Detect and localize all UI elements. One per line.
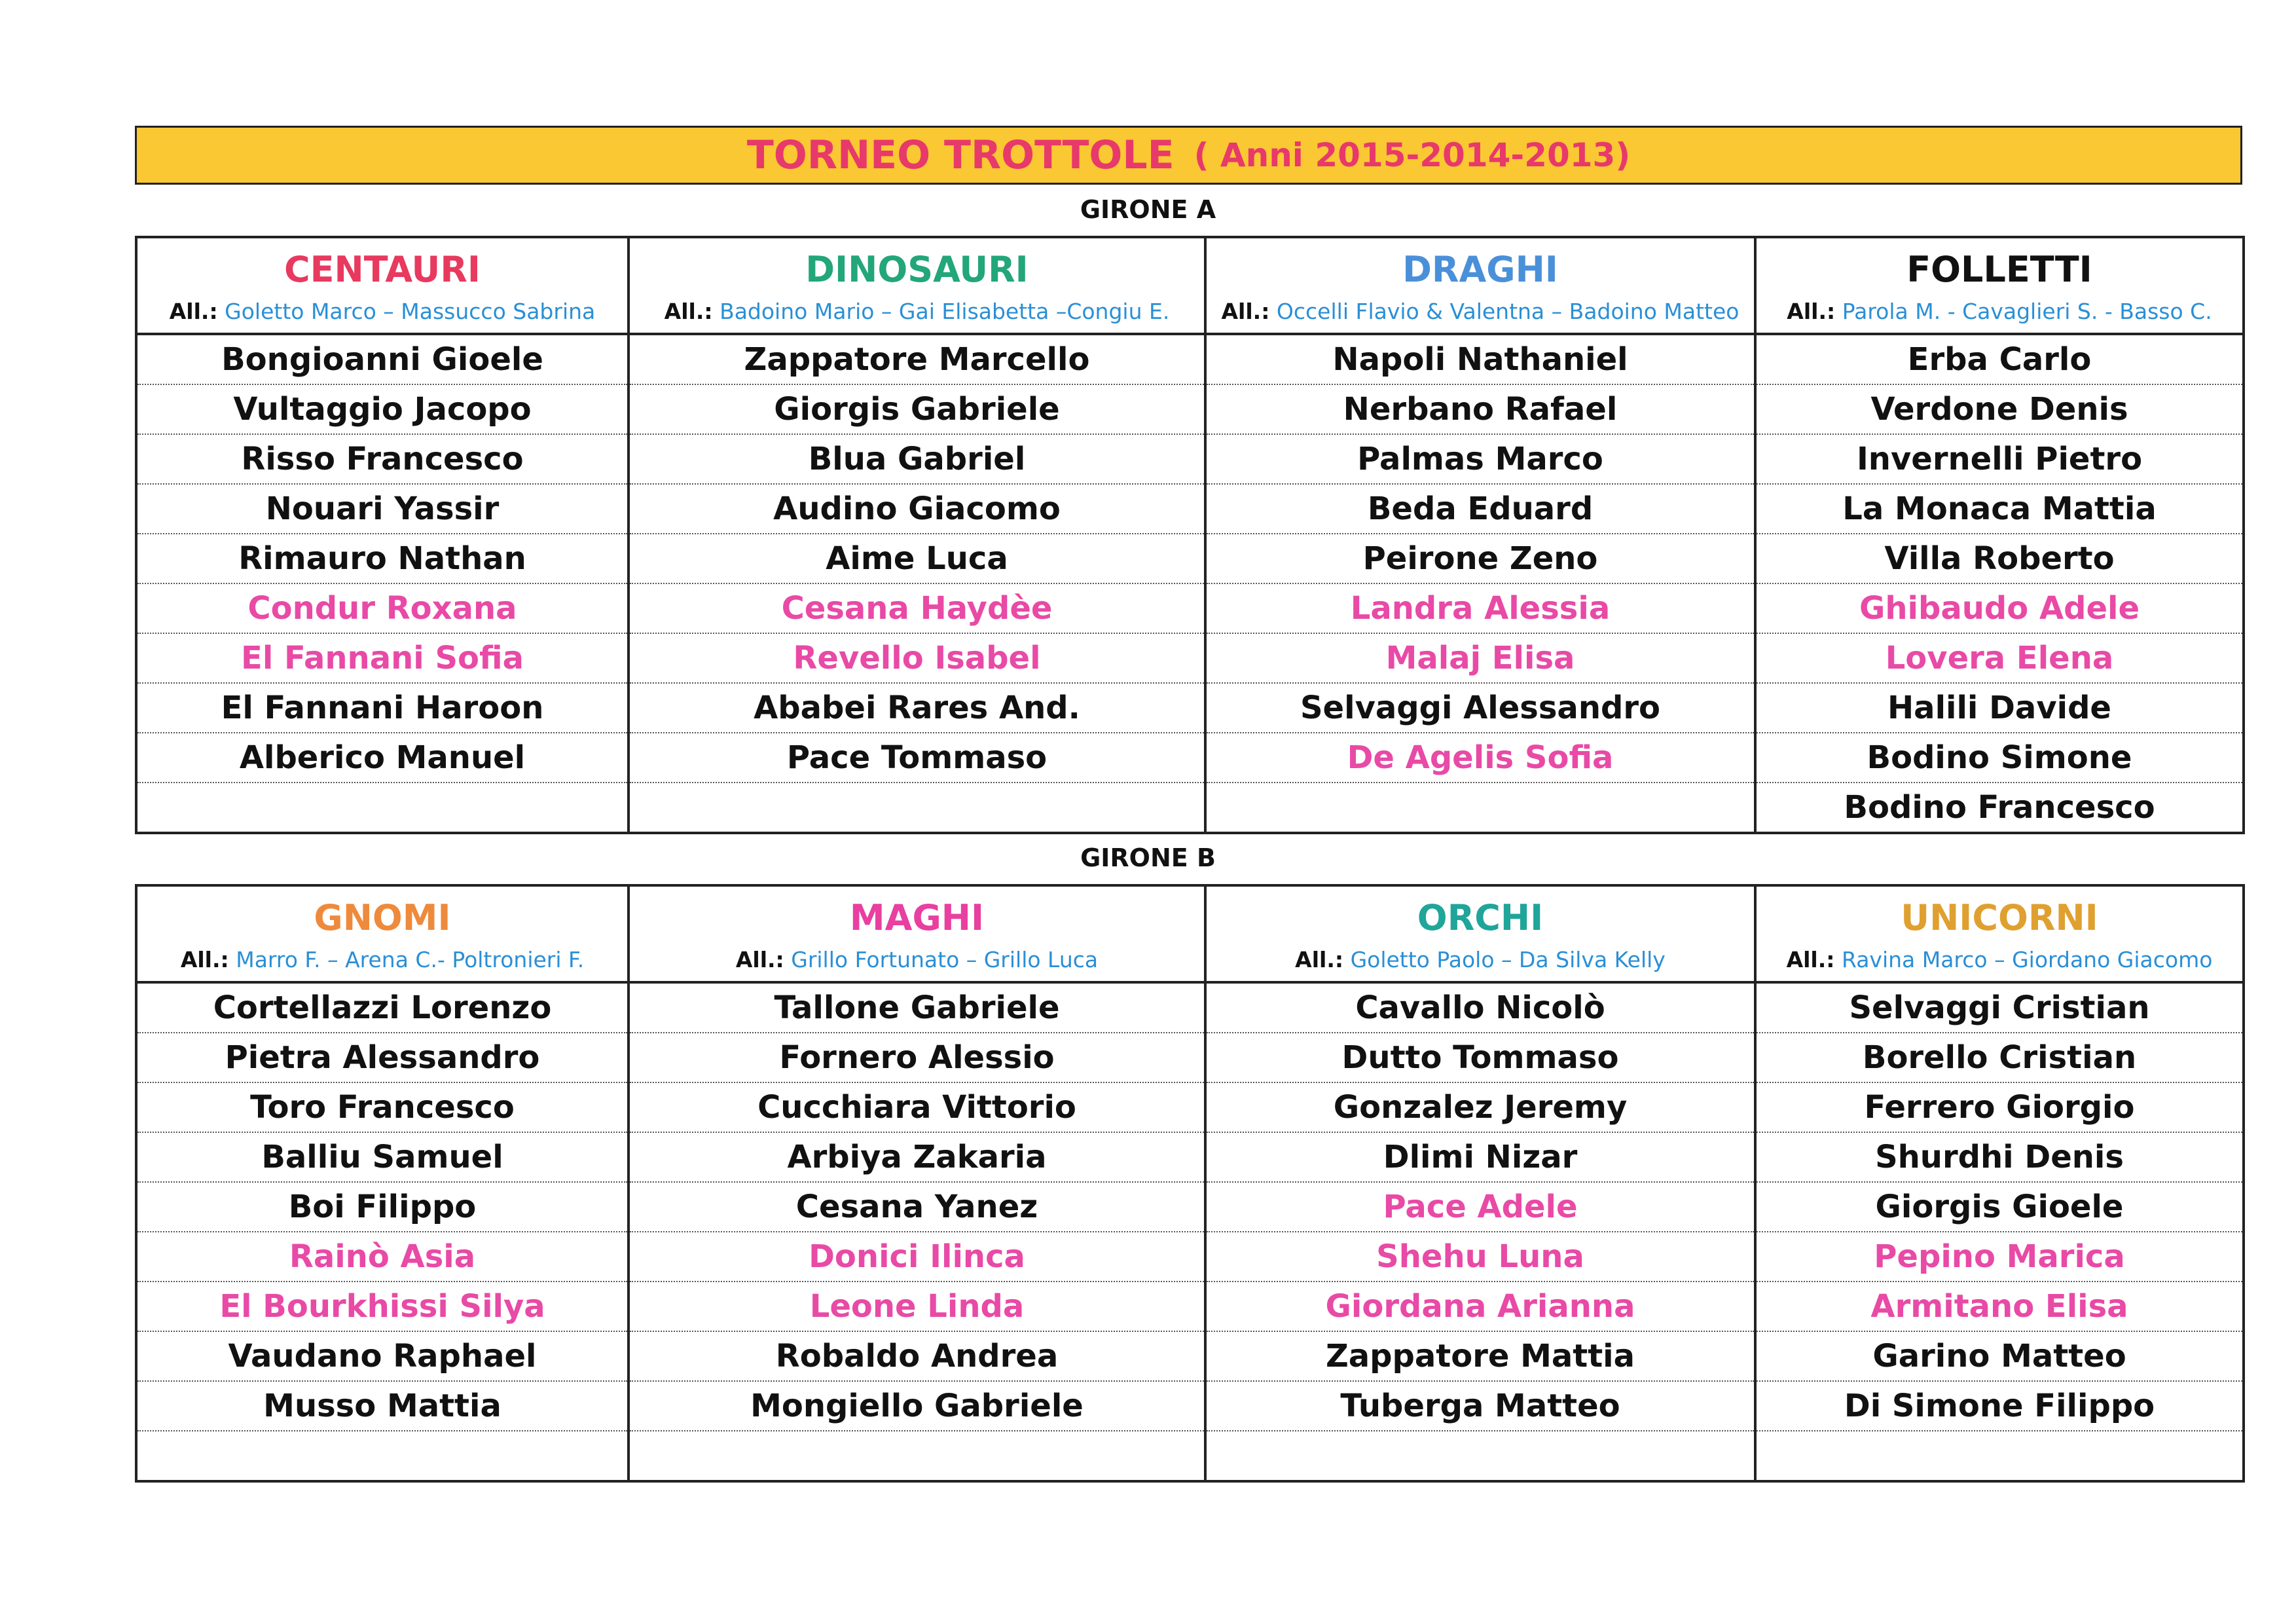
player-cell: Cucchiara Vittorio	[629, 1082, 1205, 1132]
player-cell: Pace Tommaso	[629, 733, 1205, 783]
coach-prefix: All.:	[735, 947, 784, 972]
coach-prefix: All.:	[1786, 947, 1835, 972]
player-cell	[136, 783, 629, 833]
table-row	[136, 534, 2244, 583]
player-cell: Lovera Elena	[1755, 633, 2244, 683]
player-cell: Vultaggio Jacopo	[136, 384, 629, 434]
team-header-draghi	[1205, 237, 1755, 334]
coach-prefix: All.:	[664, 299, 713, 324]
player-cell: Zappatore Mattia	[1205, 1331, 1755, 1381]
table-row	[136, 1182, 2244, 1232]
player-cell: Rimauro Nathan	[136, 534, 629, 583]
player-cell: Dlimi Nizar	[1205, 1132, 1755, 1182]
coach-prefix: All.:	[1295, 947, 1344, 972]
table-row	[136, 633, 2244, 683]
player-cell: Peirone Zeno	[1205, 534, 1755, 583]
table-row	[136, 1331, 2244, 1381]
coach-prefix: All.:	[180, 947, 229, 972]
player-cell: Robaldo Andrea	[629, 1331, 1205, 1381]
player-cell: Erba Carlo	[1755, 334, 2244, 384]
team-name: CENTAURI	[283, 249, 481, 290]
table-row	[136, 1431, 2244, 1481]
coach-names: Parola M. - Cavaglieri S. - Basso C.	[1842, 299, 2212, 324]
player-cell: Audino Giacomo	[629, 484, 1205, 534]
table-row	[136, 733, 2244, 783]
group-a-table	[135, 236, 2245, 834]
coach-prefix: All.:	[169, 299, 218, 324]
table-row	[136, 384, 2244, 434]
coach-prefix: All.:	[1221, 299, 1270, 324]
player-cell: Cavallo Nicolò	[1205, 982, 1755, 1033]
team-name: GNOMI	[314, 897, 451, 938]
team-header-dinosauri	[629, 237, 1205, 334]
team-name: DRAGHI	[1402, 249, 1558, 290]
player-cell: Beda Eduard	[1205, 484, 1755, 534]
team-header-maghi	[629, 885, 1205, 982]
player-cell: Shehu Luna	[1205, 1232, 1755, 1282]
team-coaches	[1207, 297, 1754, 326]
player-cell: Musso Mattia	[136, 1381, 629, 1431]
player-cell: De Agelis Sofia	[1205, 733, 1755, 783]
table-row	[136, 1033, 2244, 1082]
table-row	[136, 1082, 2244, 1132]
player-cell: El Bourkhissi Silya	[136, 1282, 629, 1331]
player-cell	[1755, 1431, 2244, 1481]
table-row	[136, 583, 2244, 633]
team-header-centauri	[136, 237, 629, 334]
group-b-label: GIRONE B	[1080, 843, 1216, 872]
player-cell: Leone Linda	[629, 1282, 1205, 1331]
team-name: DINOSAURI	[805, 249, 1029, 290]
player-cell: Shurdhi Denis	[1755, 1132, 2244, 1182]
table-row	[136, 1282, 2244, 1331]
player-cell: Aime Luca	[629, 534, 1205, 583]
team-name: MAGHI	[849, 897, 985, 938]
player-cell: El Fannani Haroon	[136, 683, 629, 733]
player-cell: Selvaggi Alessandro	[1205, 683, 1755, 733]
tournament-title-bar	[135, 126, 2242, 185]
coach-names: Goletto Marco – Massucco Sabrina	[225, 299, 596, 324]
coach-names: Grillo Fortunato – Grillo Luca	[791, 947, 1099, 972]
team-header-unicorni	[1755, 885, 2244, 982]
table-row	[136, 1132, 2244, 1182]
player-cell: Rainò Asia	[136, 1232, 629, 1282]
player-cell: Pietra Alessandro	[136, 1033, 629, 1082]
player-cell: Tuberga Matteo	[1205, 1381, 1755, 1431]
team-coaches	[1757, 946, 2242, 974]
team-header-orchi	[1205, 885, 1755, 982]
coach-names: Ravina Marco – Giordano Giacomo	[1841, 947, 2213, 972]
player-cell	[629, 783, 1205, 833]
player-cell	[136, 1431, 629, 1481]
player-cell: Ababei Rares And.	[629, 683, 1205, 733]
player-cell: Bodino Simone	[1755, 733, 2244, 783]
coach-names: Marro F. – Arena C.- Poltronieri F.	[236, 947, 585, 972]
player-cell: Fornero Alessio	[629, 1033, 1205, 1082]
team-coaches	[630, 946, 1204, 974]
player-cell: Malaj Elisa	[1205, 633, 1755, 683]
team-header-gnomi	[136, 885, 629, 982]
player-cell: Dutto Tommaso	[1205, 1033, 1755, 1082]
player-cell: Pepino Marica	[1755, 1232, 2244, 1282]
coach-names: Goletto Paolo – Da Silva Kelly	[1350, 947, 1666, 972]
team-coaches	[137, 946, 627, 974]
player-cell: Gonzalez Jeremy	[1205, 1082, 1755, 1132]
team-name: UNICORNI	[1901, 897, 2098, 938]
player-cell: La Monaca Mattia	[1755, 484, 2244, 534]
group-b-table	[135, 884, 2245, 1483]
player-cell: Armitano Elisa	[1755, 1282, 2244, 1331]
player-cell: Napoli Nathaniel	[1205, 334, 1755, 384]
player-cell: Di Simone Filippo	[1755, 1381, 2244, 1431]
table-row	[136, 982, 2244, 1033]
player-cell: Pace Adele	[1205, 1182, 1755, 1232]
player-cell: Landra Alessia	[1205, 583, 1755, 633]
player-cell: Nouari Yassir	[136, 484, 629, 534]
table-row	[136, 484, 2244, 534]
player-cell: Tallone Gabriele	[629, 982, 1205, 1033]
player-cell: Invernelli Pietro	[1755, 434, 2244, 484]
player-cell: Cesana Yanez	[629, 1182, 1205, 1232]
player-cell: Risso Francesco	[136, 434, 629, 484]
player-cell: Giorgis Gioele	[1755, 1182, 2244, 1232]
team-name: FOLLETTI	[1906, 249, 2092, 290]
player-cell: Bongioanni Gioele	[136, 334, 629, 384]
player-cell: Nerbano Rafael	[1205, 384, 1755, 434]
player-cell: Mongiello Gabriele	[629, 1381, 1205, 1431]
player-cell: Blua Gabriel	[629, 434, 1205, 484]
player-cell: Alberico Manuel	[136, 733, 629, 783]
player-cell: Ferrero Giorgio	[1755, 1082, 2244, 1132]
player-cell: Zappatore Marcello	[629, 334, 1205, 384]
player-cell: Donici Ilinca	[629, 1232, 1205, 1282]
player-cell: Borello Cristian	[1755, 1033, 2244, 1082]
player-cell: Vaudano Raphael	[136, 1331, 629, 1381]
team-coaches	[1207, 946, 1754, 974]
group-a-label: GIRONE A	[1080, 195, 1216, 224]
player-cell: Toro Francesco	[136, 1082, 629, 1132]
player-cell: Arbiya Zakaria	[629, 1132, 1205, 1182]
player-cell: Giordana Arianna	[1205, 1282, 1755, 1331]
team-coaches	[630, 297, 1204, 326]
table-row	[136, 434, 2244, 484]
player-cell: El Fannani Sofia	[136, 633, 629, 683]
player-cell: Halili Davide	[1755, 683, 2244, 733]
team-name: ORCHI	[1417, 897, 1544, 938]
player-cell	[1205, 783, 1755, 833]
table-row	[136, 683, 2244, 733]
coach-names: Occelli Flavio & Valentna – Badoino Matteo	[1276, 299, 1740, 324]
team-coaches	[137, 297, 627, 326]
player-cell: Cesana Haydèe	[629, 583, 1205, 633]
coach-prefix: All.:	[1787, 299, 1836, 324]
tournament-title: TORNEO TROTTOLE	[746, 132, 1175, 178]
team-header-folletti	[1755, 237, 2244, 334]
player-cell	[629, 1431, 1205, 1481]
player-cell: Condur Roxana	[136, 583, 629, 633]
player-cell: Verdone Denis	[1755, 384, 2244, 434]
player-cell: Villa Roberto	[1755, 534, 2244, 583]
player-cell	[1205, 1431, 1755, 1481]
player-cell: Boi Filippo	[136, 1182, 629, 1232]
table-row	[136, 1232, 2244, 1282]
player-cell: Balliu Samuel	[136, 1132, 629, 1182]
player-cell: Selvaggi Cristian	[1755, 982, 2244, 1033]
player-cell: Ghibaudo Adele	[1755, 583, 2244, 633]
team-coaches	[1757, 297, 2242, 326]
player-cell: Cortellazzi Lorenzo	[136, 982, 629, 1033]
player-cell: Palmas Marco	[1205, 434, 1755, 484]
player-cell: Bodino Francesco	[1755, 783, 2244, 833]
coach-names: Badoino Mario – Gai Elisabetta –Congiu E.	[720, 299, 1170, 324]
player-cell: Garino Matteo	[1755, 1331, 2244, 1381]
player-cell: Revello Isabel	[629, 633, 1205, 683]
table-row	[136, 1381, 2244, 1431]
tournament-years: ( Anni 2015-2014-2013)	[1194, 136, 1631, 174]
player-cell: Giorgis Gabriele	[629, 384, 1205, 434]
table-row	[136, 783, 2244, 833]
table-row	[136, 334, 2244, 384]
